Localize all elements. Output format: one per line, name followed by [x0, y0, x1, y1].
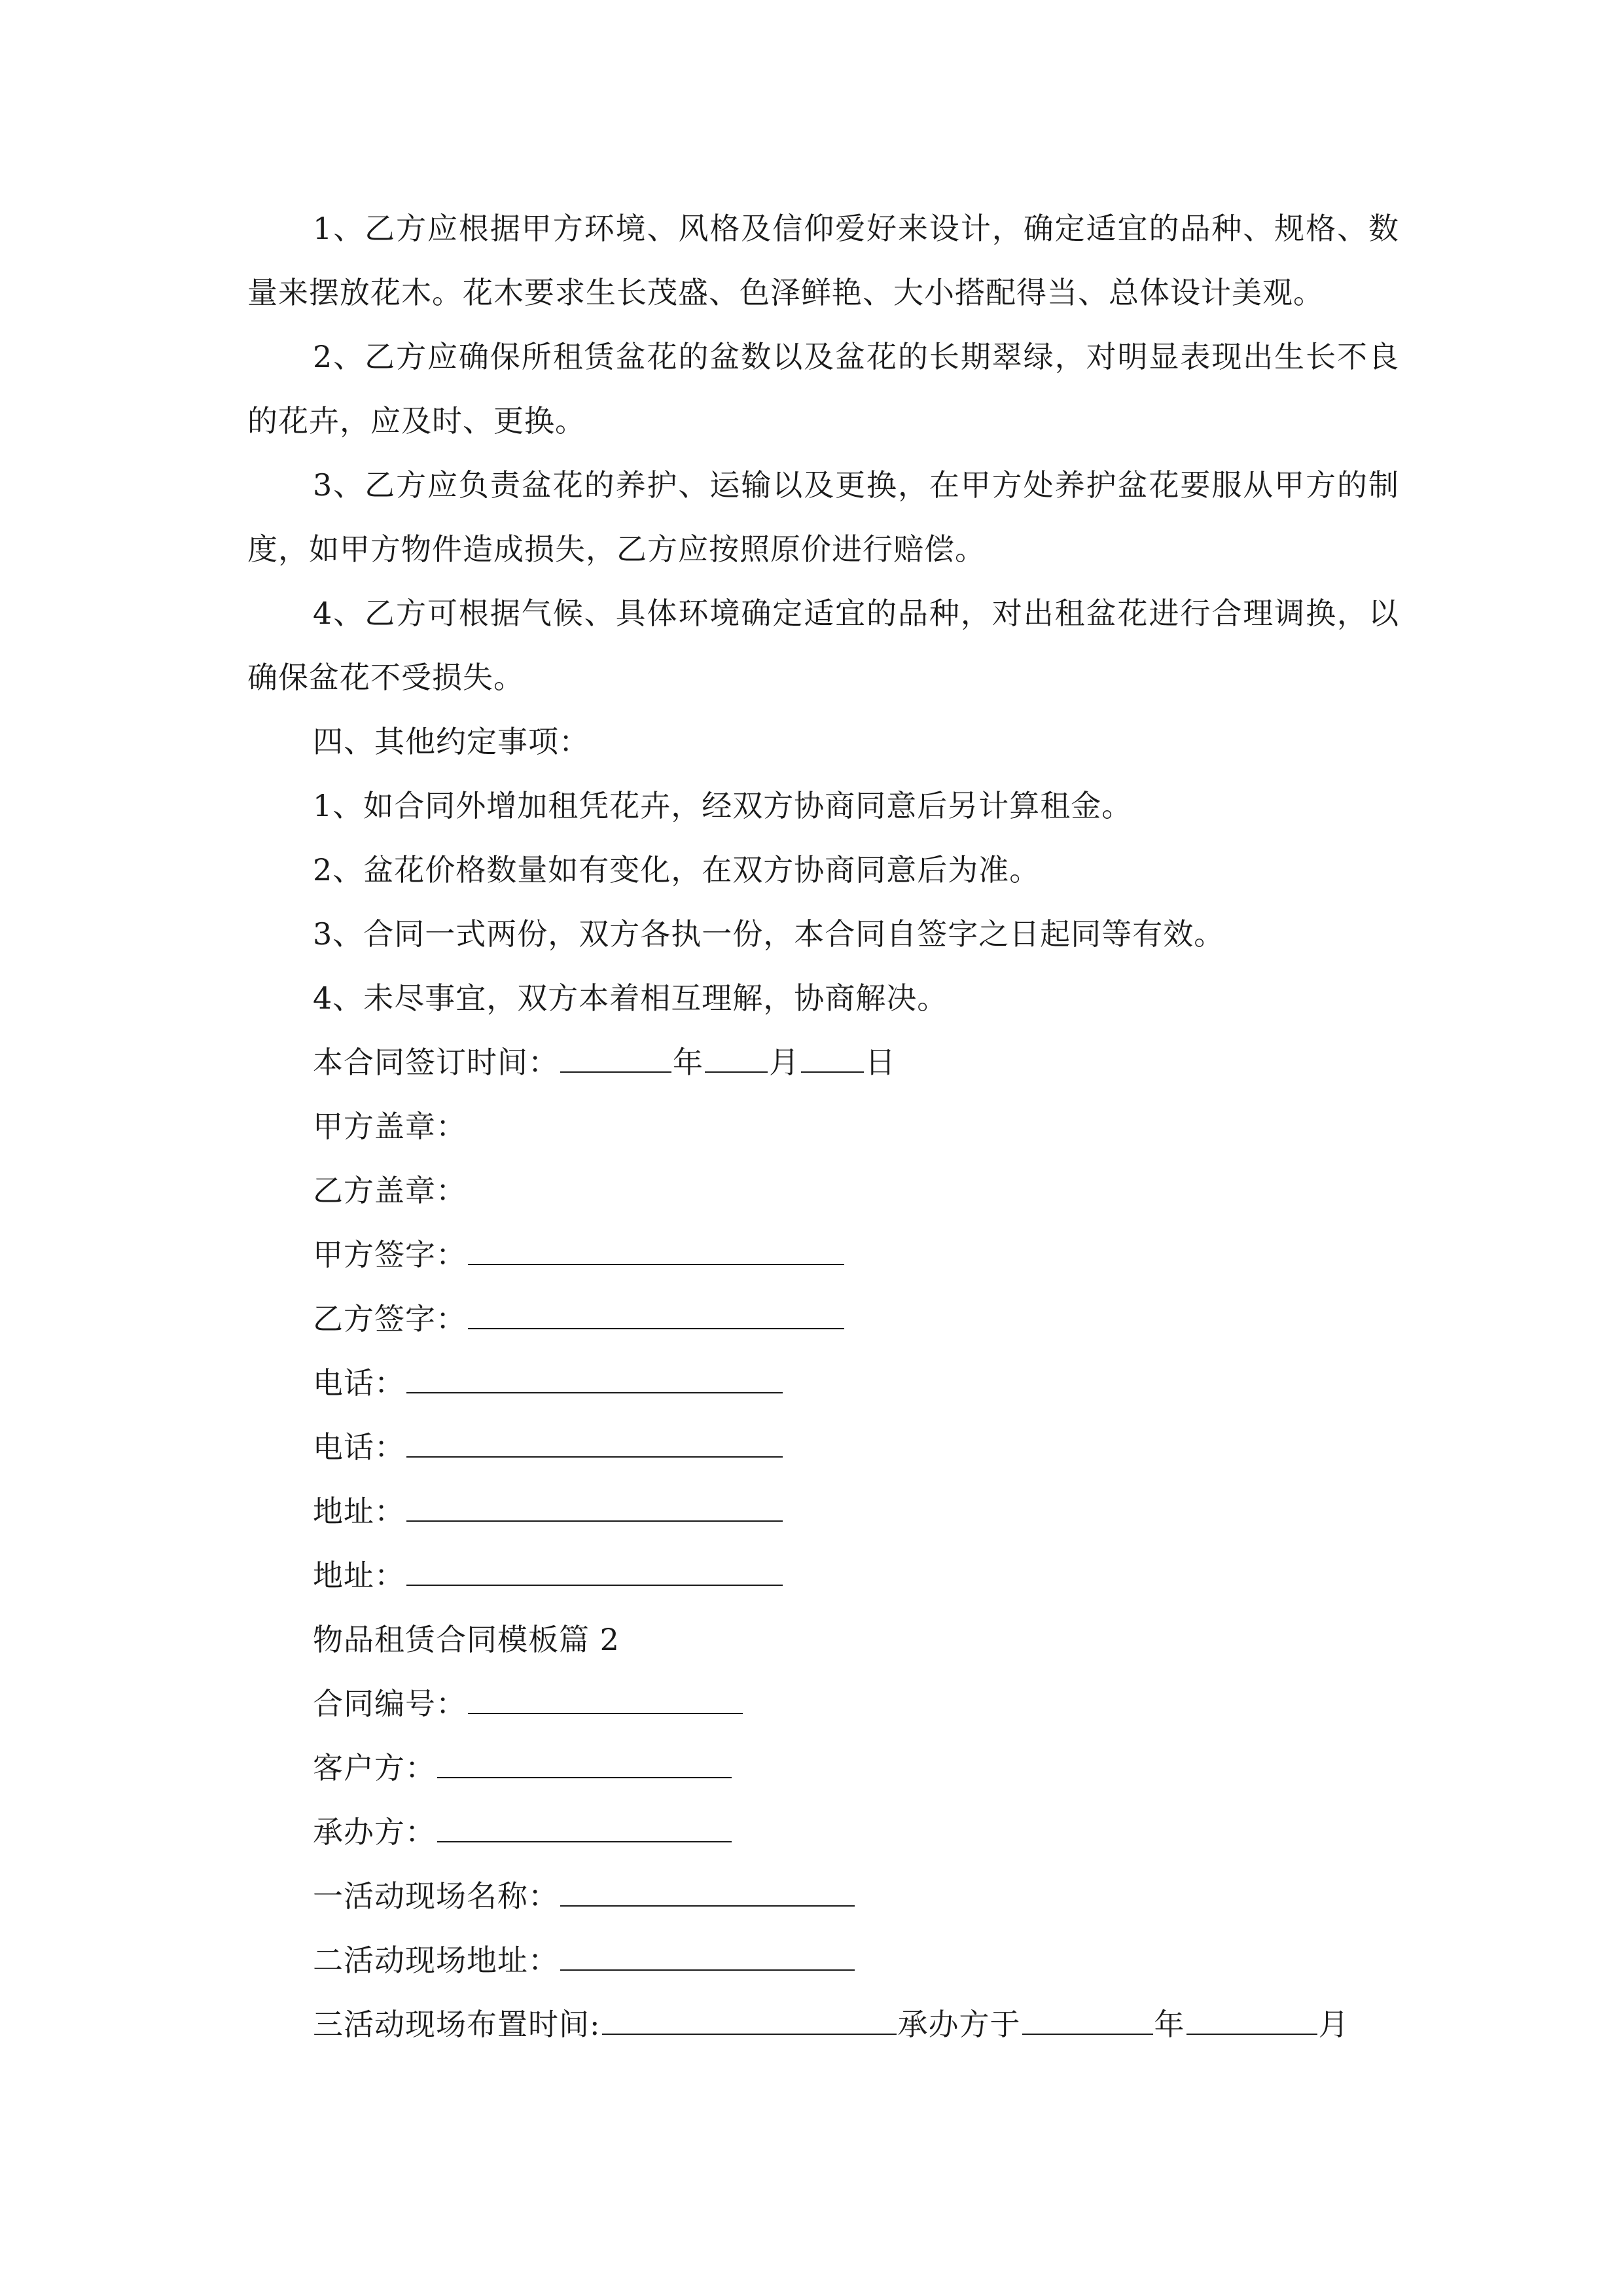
setup-year-label: 年	[1154, 2007, 1185, 2042]
sign-year-label: 年	[673, 1045, 704, 1080]
client-line	[313, 1736, 733, 1800]
sign-a-line	[313, 1223, 846, 1287]
setup-month-blank	[1186, 2007, 1317, 2035]
contractor-blank	[437, 1815, 732, 1842]
address-a-line	[313, 1479, 784, 1543]
other-item-3: 3、合同一式两份，双方各执一份，本合同自签字之日起同等有效。	[313, 916, 1225, 952]
contractor-label: 承办方：	[313, 1814, 436, 1850]
other-item-1: 1、如合同外增加租凭花卉，经双方协商同意后另计算租金。	[313, 788, 1133, 823]
seal-b-line	[313, 1158, 467, 1223]
setup-time-line	[313, 1992, 1349, 2056]
template-title: 物品租赁合同模板篇 2	[313, 1622, 620, 1657]
address-b-line	[313, 1543, 784, 1607]
other-item-4: 4、未尽事宜，双方本着相互理解，协商解决。	[313, 980, 948, 1016]
venue-name-blank	[560, 1879, 855, 1907]
other-item-2: 2、盆花价格数量如有变化，在双方协商同意后为准。	[313, 852, 1041, 888]
contract-no-line	[313, 1672, 744, 1736]
contract-no-label: 合同编号：	[313, 1686, 467, 1721]
venue-address-line	[313, 1928, 856, 1992]
address-b-blank	[406, 1558, 783, 1586]
address-b-label: 地址：	[313, 1558, 405, 1593]
venue-name-label: 一活动现场名称：	[313, 1878, 559, 1914]
phone-b-line	[313, 1415, 784, 1479]
seal-a-line	[313, 1094, 467, 1158]
setup-contractor-label: 承办方于	[897, 2007, 1021, 2042]
seal-a-label: 甲方盖章：	[313, 1109, 467, 1144]
sign-a-blank	[468, 1238, 844, 1265]
phone-b-label: 电话：	[313, 1429, 405, 1465]
phone-b-blank	[406, 1430, 783, 1458]
address-a-blank	[406, 1494, 783, 1522]
seal-b-label: 乙方盖章：	[313, 1173, 467, 1208]
setup-time-blank	[602, 2007, 897, 2035]
sign-b-line	[313, 1287, 846, 1351]
sign-b-label: 乙方签字：	[313, 1301, 467, 1336]
phone-a-label: 电话：	[313, 1365, 405, 1401]
sign-b-blank	[468, 1302, 844, 1329]
contract-no-blank	[468, 1687, 743, 1714]
clause-4: 4、乙方可根据气候、具体环境确定适宜的品种，对出租盆花进行合理调换，以确保盆花不受损失。	[247, 596, 1399, 695]
clause-3: 3、乙方应负责盆花的养护、运输以及更换，在甲方处养护盆花要服从甲方的制度，如甲方物件造成损失，乙方应按照原价进行赔偿。	[247, 467, 1399, 567]
venue-address-label: 二活动现场地址：	[313, 1943, 559, 1978]
section-four-title: 四、其他约定事项：	[313, 724, 590, 759]
phone-a-blank	[406, 1366, 783, 1393]
sign-date-label: 本合同签订时间：	[313, 1045, 559, 1080]
sign-month-label: 月	[769, 1045, 800, 1080]
setup-time-label: 三活动现场布置时间:	[313, 2007, 601, 2042]
contractor-line	[313, 1800, 733, 1864]
phone-a-line	[313, 1351, 784, 1415]
setup-year-blank	[1022, 2007, 1153, 2035]
setup-month-label: 月	[1318, 2007, 1349, 2042]
venue-address-blank	[560, 1943, 855, 1971]
clause-1: 1、乙方应根据甲方环境、风格及信仰爱好来设计，确定适宜的品种、规格、数量来摆放花木。花木要求生长茂盛、色泽鲜艳、大小搭配得当、总体设计美观。	[247, 211, 1399, 310]
sign-day-label: 日	[865, 1045, 896, 1080]
client-blank	[437, 1751, 732, 1778]
client-label: 客户方：	[313, 1750, 436, 1785]
address-a-label: 地址：	[313, 1494, 405, 1529]
venue-name-line	[313, 1864, 856, 1928]
sign-month-blank	[705, 1045, 768, 1073]
sign-day-blank	[801, 1045, 864, 1073]
sign-a-label: 甲方签字：	[313, 1237, 467, 1272]
sign-year-blank	[560, 1045, 671, 1073]
clause-2: 2、乙方应确保所租赁盆花的盆数以及盆花的长期翠绿，对明显表现出生长不良的花卉，应及时、更换。	[247, 339, 1399, 439]
sign-date-line	[313, 1030, 896, 1094]
